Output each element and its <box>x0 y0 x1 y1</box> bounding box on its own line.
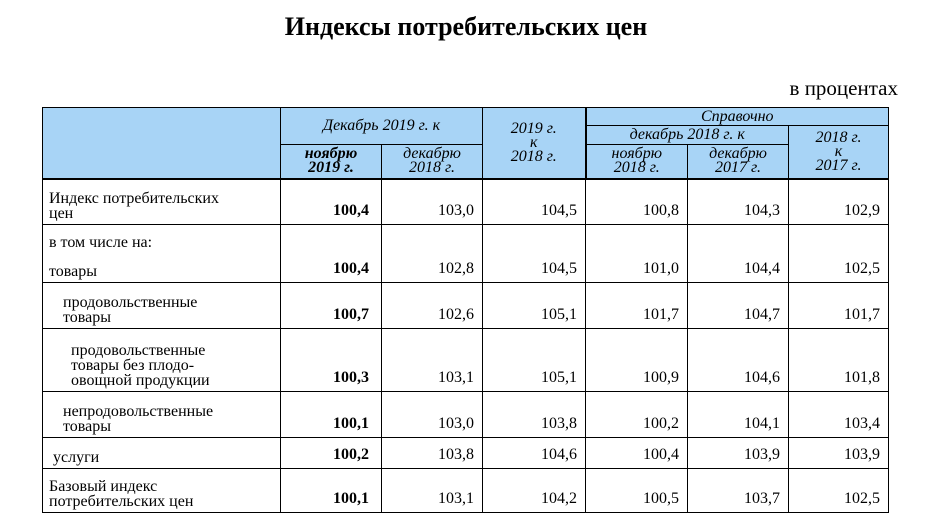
header-reference: Справочно <box>586 108 889 126</box>
row-label: продовольственные товары без плодо- овощной продукции <box>43 329 281 392</box>
units-label: в процентах <box>789 76 898 100</box>
row-label: услуги <box>43 438 281 469</box>
cell-value: 100,1 <box>281 392 382 438</box>
cell-value: 103,4 <box>789 392 889 438</box>
header-ref-group: декабрь 2018 г. к <box>586 126 789 145</box>
cell-value: 102,8 <box>382 225 483 283</box>
cell-value: 103,0 <box>382 392 483 438</box>
cpi-table <box>42 107 889 513</box>
table-row <box>43 283 889 329</box>
table-row <box>43 225 889 283</box>
table-row <box>43 438 889 469</box>
row-label: Базовый индекс потребительских цен <box>43 469 281 513</box>
table-row <box>43 179 889 225</box>
cell-value: 100,7 <box>281 283 382 329</box>
cell-value: 101,7 <box>789 283 889 329</box>
cell-value: 100,4 <box>281 179 382 225</box>
cell-value: 102,5 <box>789 469 889 513</box>
cell-value: 100,2 <box>586 392 688 438</box>
cell-value: 104,5 <box>483 225 586 283</box>
cell-value: 102,5 <box>789 225 889 283</box>
header-year-2019: 2019 г. к 2018 г. <box>483 108 586 179</box>
cell-value: 100,9 <box>586 329 688 392</box>
table-row <box>43 329 889 392</box>
cell-value: 101,7 <box>586 283 688 329</box>
cell-value: 103,7 <box>688 469 789 513</box>
header-nov-2019: ноябрю 2019 г. <box>281 145 382 179</box>
table-row <box>43 469 889 513</box>
cell-value: 105,1 <box>483 329 586 392</box>
cell-value: 103,8 <box>382 438 483 469</box>
header-blank <box>43 108 281 179</box>
header-ref-dec: декабрю 2017 г. <box>688 145 789 179</box>
cell-value: 100,4 <box>586 438 688 469</box>
cell-value: 103,8 <box>483 392 586 438</box>
cell-value: 104,2 <box>483 469 586 513</box>
table-row <box>43 392 889 438</box>
cell-value: 104,6 <box>688 329 789 392</box>
cell-value: 102,9 <box>789 179 889 225</box>
header-group-dec2019: Декабрь 2019 г. к <box>281 108 483 145</box>
row-label: продовольственные товары <box>43 283 281 329</box>
cell-value: 104,3 <box>688 179 789 225</box>
cell-value: 105,1 <box>483 283 586 329</box>
cell-value: 103,0 <box>382 179 483 225</box>
cell-value: 103,9 <box>688 438 789 469</box>
cell-value: 100,5 <box>586 469 688 513</box>
cell-value: 104,6 <box>483 438 586 469</box>
row-label: Индекс потребительских цен <box>43 179 281 225</box>
page-title: Индексы потребительских цен <box>284 12 648 41</box>
cell-value: 100,4 <box>281 225 382 283</box>
cell-value: 101,0 <box>586 225 688 283</box>
cell-value: 100,3 <box>281 329 382 392</box>
cell-value: 104,7 <box>688 283 789 329</box>
cell-value: 103,1 <box>382 469 483 513</box>
cell-value: 100,2 <box>281 438 382 469</box>
cell-value: 103,9 <box>789 438 889 469</box>
header-ref-nov: ноябрю 2018 г. <box>586 145 688 179</box>
cell-value: 100,1 <box>281 469 382 513</box>
cell-value: 100,8 <box>586 179 688 225</box>
cell-value: 104,4 <box>688 225 789 283</box>
cell-value: 101,8 <box>789 329 889 392</box>
row-label: в том числе на: товары <box>43 225 281 283</box>
cell-value: 104,5 <box>483 179 586 225</box>
cell-value: 102,6 <box>382 283 483 329</box>
header-ref-year: 2018 г. к 2017 г. <box>789 126 889 179</box>
cell-value: 104,1 <box>688 392 789 438</box>
header-dec-2018: декабрю 2018 г. <box>382 145 483 179</box>
cell-value: 103,1 <box>382 329 483 392</box>
row-label: непродовольственные товары <box>43 392 281 438</box>
